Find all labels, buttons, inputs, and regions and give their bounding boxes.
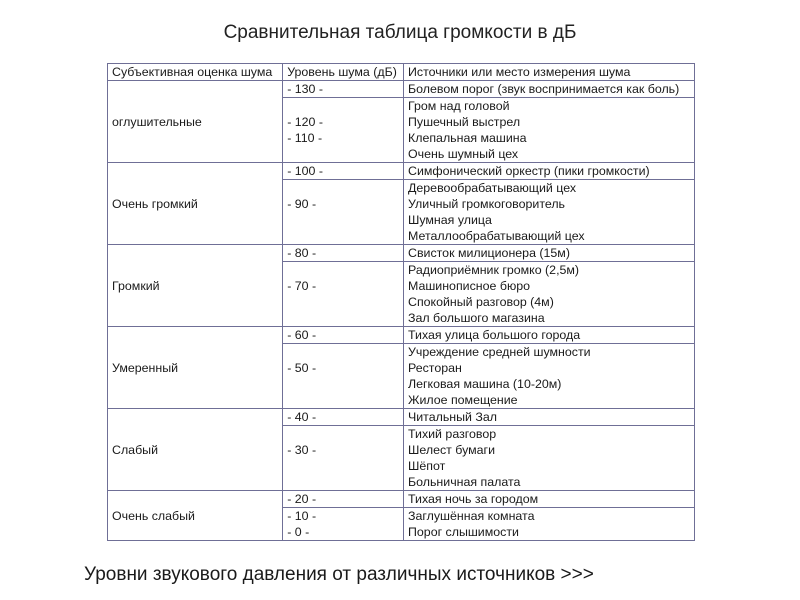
sources-cell: [404, 245, 695, 262]
level-cell: [283, 245, 404, 262]
source-item: Зал большого магазина: [408, 311, 545, 325]
footer-caption: Уровни звукового давления от различных источников >>>: [84, 564, 594, 585]
rating-cell: Слабый: [108, 409, 283, 491]
level-value: - 130 -: [287, 82, 323, 96]
source-item: Легковая машина (10-20м): [408, 377, 562, 391]
level-value: - 40 -: [287, 410, 317, 424]
table-row: [108, 409, 695, 426]
header-rating: Субъективная оценка шума: [108, 64, 283, 81]
source-item: Машинописное бюро: [408, 279, 531, 293]
level-value: - 80 -: [287, 246, 317, 260]
source-item: Больничная палата: [408, 475, 521, 489]
level-value: - 120 -: [287, 115, 323, 129]
source-item: Клепальная машина: [408, 131, 527, 145]
level-value: - 60 -: [287, 328, 317, 342]
source-item: Радиоприёмник громко (2,5м): [408, 263, 580, 277]
rating-cell: оглушительные: [108, 81, 283, 163]
source-item: Шёпот: [408, 459, 446, 473]
rating-cell: Громкий: [108, 245, 283, 327]
source-item: Симфонический оркестр (пики громкости): [408, 164, 650, 178]
noise-table: [107, 63, 695, 541]
level-value: [287, 98, 399, 114]
sources-cell: [404, 327, 695, 344]
source-item: Тихий разговор: [408, 427, 497, 441]
level-value: - 90 -: [287, 197, 317, 211]
sources-cell: [404, 81, 695, 98]
table-row: [108, 81, 695, 98]
source-item: Уличный громкоговоритель: [408, 197, 566, 211]
source-item: Тихая ночь за городом: [408, 492, 539, 506]
header-level: Уровень шума (дБ): [283, 64, 404, 81]
rating-cell: Очень слабый: [108, 491, 283, 541]
noise-table-body: [108, 64, 695, 541]
source-item: Шелест бумаги: [408, 443, 496, 457]
level-cell: [283, 327, 404, 344]
level-cell: [283, 98, 404, 163]
source-item: Тихая улица большого города: [408, 328, 581, 342]
level-value: - 20 -: [287, 492, 317, 506]
source-item: Читальный Зал: [408, 410, 498, 424]
source-item: Металлообрабатывающий цех: [408, 229, 585, 243]
source-item: Болевом порог (звук воспринимается как боль): [408, 82, 680, 96]
source-item: Ресторан: [408, 361, 462, 375]
sources-cell: [404, 409, 695, 426]
level-cell: [283, 81, 404, 98]
level-cell: [283, 163, 404, 180]
level-value: [287, 180, 399, 196]
sources-cell: [404, 163, 695, 180]
level-value: - 30 -: [287, 443, 317, 457]
source-item: Заглушённая комната: [408, 509, 535, 523]
level-value: - 110 -: [287, 131, 323, 145]
level-cell: [283, 344, 404, 409]
table-row: [108, 245, 695, 262]
source-item: Жилое помещение: [408, 393, 518, 407]
level-cell: [283, 262, 404, 327]
level-cell: [283, 508, 404, 541]
level-value: [287, 262, 399, 278]
level-cell: [283, 491, 404, 508]
rating-cell: Умеренный: [108, 327, 283, 409]
source-item: Свисток милиционера (15м): [408, 246, 570, 260]
sources-cell: [404, 426, 695, 491]
level-value: - 70 -: [287, 279, 317, 293]
level-value: [287, 426, 399, 442]
level-cell: [283, 426, 404, 491]
sources-cell: [404, 180, 695, 245]
header-sources: Источники или место измерения шума: [404, 64, 695, 81]
table-row: [108, 163, 695, 180]
level-value: [287, 344, 399, 360]
level-value: - 100 -: [287, 164, 323, 178]
source-item: Гром над головой: [408, 99, 510, 113]
table-header-row: [108, 64, 695, 81]
level-value: - 10 -: [287, 509, 317, 523]
source-item: Порог слышимости: [408, 525, 519, 539]
level-value: - 0 -: [287, 525, 310, 539]
source-item: Пушечный выстрел: [408, 115, 521, 129]
sources-cell: [404, 98, 695, 163]
table-row: [108, 491, 695, 508]
rating-cell: Очень громкий: [108, 163, 283, 245]
source-item: Очень шумный цех: [408, 147, 519, 161]
level-value: - 50 -: [287, 361, 317, 375]
sources-cell: [404, 344, 695, 409]
source-item: Деревообрабатывающий цех: [408, 181, 577, 195]
sources-cell: [404, 262, 695, 327]
page-title: Сравнительная таблица громкости в дБ: [223, 22, 577, 43]
sources-cell: [404, 508, 695, 541]
sources-cell: [404, 491, 695, 508]
source-item: Шумная улица: [408, 213, 492, 227]
source-item: Спокойный разговор (4м): [408, 295, 554, 309]
level-cell: [283, 409, 404, 426]
source-item: Учреждение средней шумности: [408, 345, 591, 359]
table-row: [108, 327, 695, 344]
level-cell: [283, 180, 404, 245]
